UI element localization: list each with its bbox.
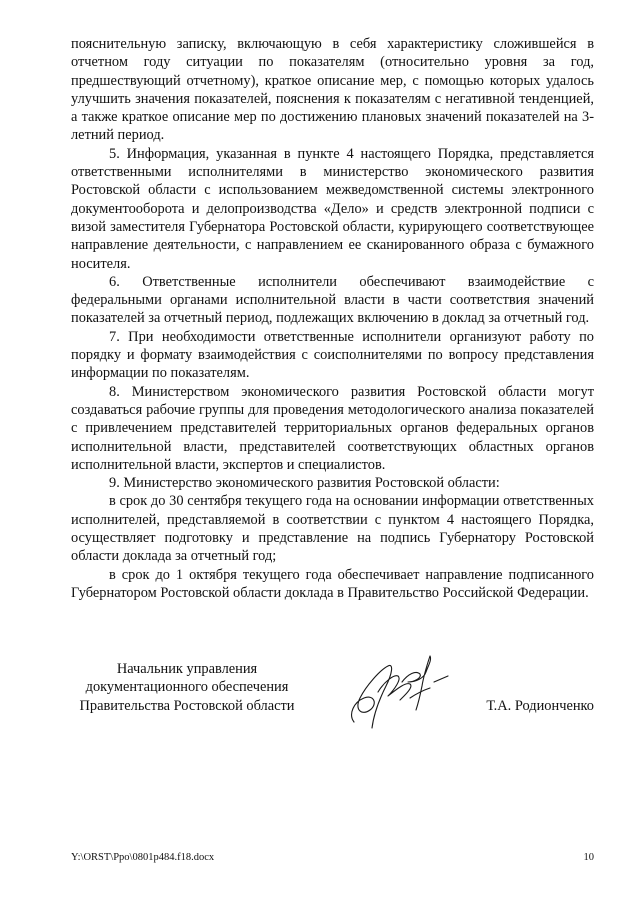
paragraph-item-9-subitem-1: в срок до 30 сентября текущего года на основании информации ответственных исполнителей, представляемой в соответствии с пунктом 4 настоящего Порядка, осуществляет подготовку и представление на подпись Губернатору Ростовской области доклада за отчетный год;: [71, 493, 594, 565]
paragraph-item-8: 8. Министерством экономического развития Ростовской области могут создаваться рабочие группы для проведения методологического анализа показателей с привлечением представителей территориальных органов федеральных органов исполнительной власти, представителей соответствующих областных органов исполнительной власти, экспертов и специалистов.: [71, 383, 594, 473]
signature-stroke: [402, 656, 431, 710]
signature-stroke: [434, 676, 448, 682]
paragraph-item-9: 9. Министерство экономического развития Ростовской области:: [109, 475, 500, 492]
signatory-title-line: документационного обеспечения: [85, 679, 289, 696]
signatory-title-line: Правительства Ростовской области: [79, 697, 295, 714]
page-number: 10: [583, 852, 594, 863]
signatory-title: [71, 660, 303, 715]
paragraph-item-9-subitem-2: в срок до 1 октября текущего года обеспечивает направление подписанного Губернатором Ростовской области доклада в Правительство Российской Федерации.: [71, 566, 594, 601]
paragraph-item-7: 7. При необходимости ответственные исполнители организуют работу по порядку и формату взаимодействия с соисполнителями по вопросу представления информации по показателям.: [71, 328, 594, 382]
signature-stroke: [352, 666, 392, 728]
paragraph-item-6: 6. Ответственные исполнители обеспечивают взаимодействие с федеральными органами исполнительной власти в части соответствия значений показателей за отчетный период, подлежащих включению в доклад за отчетный год.: [71, 273, 594, 327]
document-body: [71, 35, 594, 602]
signatory-title-line: Начальник управления: [116, 661, 258, 677]
paragraph-continuation: пояснительную записку, включающую в себя характеристику сложившейся в отчетном году ситуации по показателям (относительно уровня за год, предшествующий отчетному), краткое описание мер, с помощью которых удалось улучшить значения показателей, пояснения к показателям с негативной тенденцией, а также краткое описание мер по достижению плановых значений показателей на 3-летний период.: [71, 36, 594, 144]
signature-stroke: [378, 676, 411, 700]
footer-file-path: Y:\ORST\Ppo\0801p484.f18.docx: [71, 852, 215, 863]
handwritten-signature: [340, 652, 460, 734]
signatory-name: Т.А. Родионченко: [486, 698, 594, 714]
paragraph-item-5: 5. Информация, указанная в пункте 4 настоящего Порядка, представляется ответственными исполнителями в министерство экономического развития Ростовской области с использованием межведомственной системы электронного документооборота и делопроизводства «Дело» и средств электронной подписи с визой заместителя Губернатора Ростовской области, курирующего соответствующее направление деятельности, с направлением ее сканированного образа с бумажного носителя.: [71, 145, 594, 272]
